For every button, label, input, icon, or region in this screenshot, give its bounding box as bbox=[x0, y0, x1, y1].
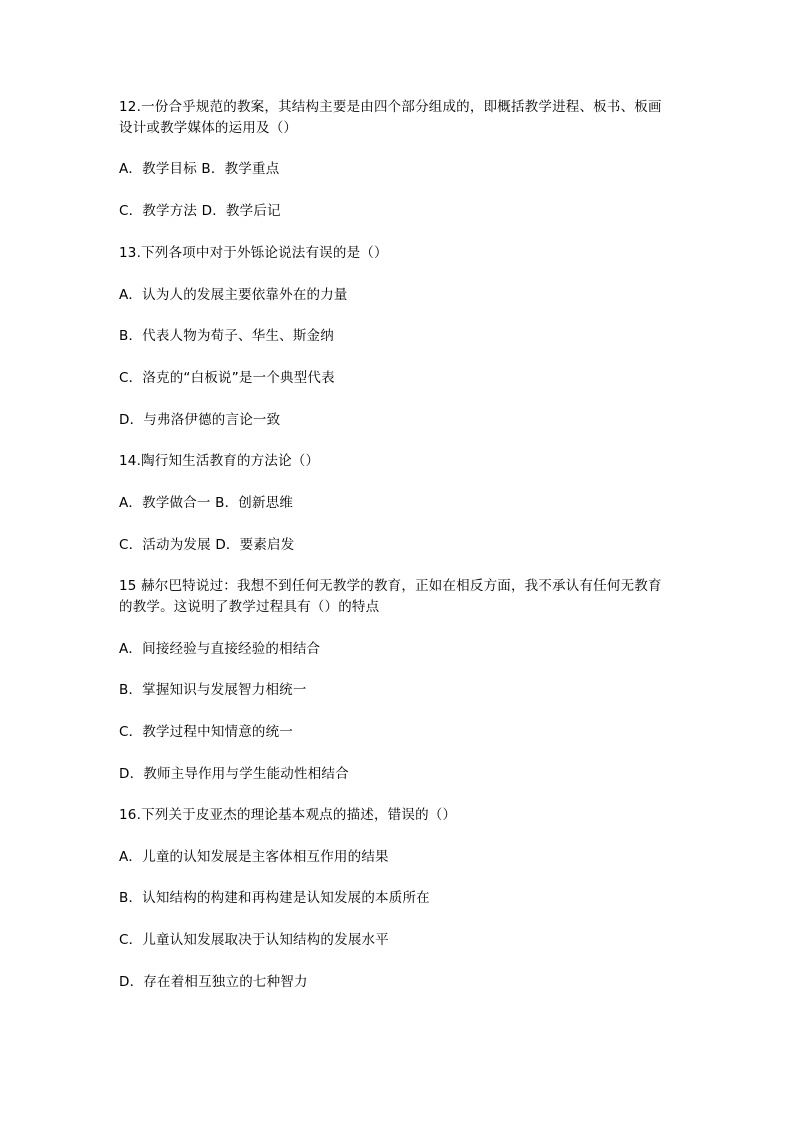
q16-stem: 16.下列关于皮亚杰的理论基本观点的描述，错误的（） bbox=[119, 807, 457, 823]
q15-stem-line1: 15 赫尔巴特说过：我想不到任何无教学的教育，正如在相反方面，我不承认有任何无教育 bbox=[119, 578, 662, 594]
q14-options-cd: C．活动为发展 D．要素启发 bbox=[119, 537, 295, 553]
q12-stem-line2: 设计或教学媒体的运用及（） bbox=[119, 120, 298, 136]
q12-options-ab: A．教学目标 B．教学重点 bbox=[119, 161, 280, 177]
q16-option-d: D．存在着相互独立的七种智力 bbox=[119, 974, 308, 990]
q15-option-c: C．教学过程中知情意的统一 bbox=[119, 724, 294, 740]
q16-option-a: A．儿童的认知发展是主客体相互作用的结果 bbox=[119, 849, 389, 865]
q13-option-d: D．与弗洛伊德的言论一致 bbox=[119, 412, 281, 428]
q15-stem-line2: 的教学。这说明了教学过程具有（）的特点 bbox=[119, 599, 380, 615]
q13-option-c: C．洛克的“白板说”是一个典型代表 bbox=[119, 370, 335, 386]
q15-option-b: B．掌握知识与发展智力相统一 bbox=[119, 682, 307, 698]
q16-option-c: C．儿童认知发展取决于认知结构的发展水平 bbox=[119, 932, 389, 948]
q14-stem: 14.陶行知生活教育的方法论（） bbox=[119, 453, 320, 469]
q13-option-b: B．代表人物为荀子、华生、斯金纳 bbox=[119, 328, 334, 344]
q16-option-b: B．认知结构的构建和再构建是认知发展的本质所在 bbox=[119, 890, 430, 906]
q12-stem-line1: 12.一份合乎规范的教案，其结构主要是由四个部分组成的，即概括教学进程、板书、板画 bbox=[119, 99, 662, 115]
q13-stem: 13.下列各项中对于外铄论说法有误的是（） bbox=[119, 245, 388, 261]
q12-options-cd: C．教学方法 D．教学后记 bbox=[119, 203, 281, 219]
q15-option-d: D．教师主导作用与学生能动性相结合 bbox=[119, 766, 349, 782]
q14-options-ab: A．教学做合一 B．创新思维 bbox=[119, 495, 294, 511]
q13-option-a: A．认为人的发展主要依靠外在的力量 bbox=[119, 287, 348, 303]
q15-option-a: A．间接经验与直接经验的相结合 bbox=[119, 641, 321, 657]
